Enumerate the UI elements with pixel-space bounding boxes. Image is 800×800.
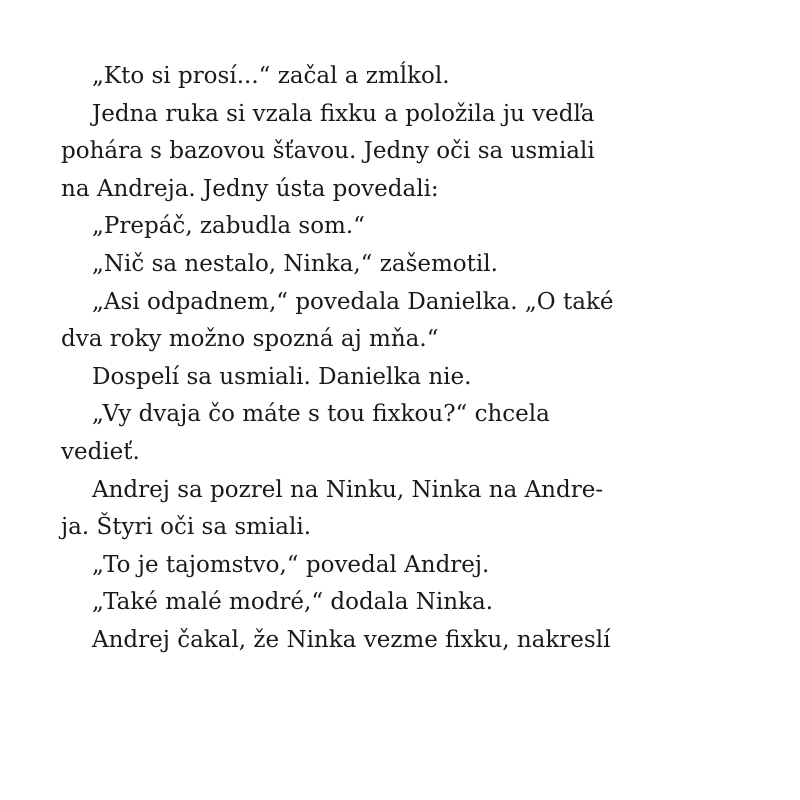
text-line: „Také malé modré,“ dodala Ninka. xyxy=(92,589,494,616)
text-line: „Asi odpadnem,“ povedala Danielka. „O také xyxy=(92,288,614,315)
text-line: „Vy dvaja čo máte s tou fixkou?“ chcela xyxy=(92,401,550,428)
text-line: ja. Štyri oči sa smiali. xyxy=(61,514,312,541)
text-line: na Andreja. Jedny ústa povedali: xyxy=(61,175,439,202)
text-line: „Prepáč, zabudla som.“ xyxy=(92,213,365,240)
text-line: Andrej sa pozrel na Ninku, Ninka na Andre- xyxy=(92,476,604,503)
text-line: „To je tajomstvo,“ povedal Andrej. xyxy=(92,551,490,578)
text-line: dva roky možno spozná aj mňa.“ xyxy=(61,326,439,353)
text-line: Dospelí sa usmiali. Danielka nie. xyxy=(92,363,472,390)
text-line: „Nič sa nestalo, Ninka,“ zašemotil. xyxy=(92,250,498,277)
body-text xyxy=(61,58,721,660)
text-line: Andrej čakal, že Ninka vezme fixku, nakreslí xyxy=(92,626,611,653)
text-line: „Kto si prosí...“ začal a zmĺkol. xyxy=(92,63,450,89)
text-line: Jedna ruka si vzala fixku a položila ju vedľa xyxy=(92,100,595,127)
text-line: pohára s bazovou šťavou. Jedny oči sa usmiali xyxy=(61,138,595,165)
text-line: vedieť. xyxy=(61,438,140,465)
